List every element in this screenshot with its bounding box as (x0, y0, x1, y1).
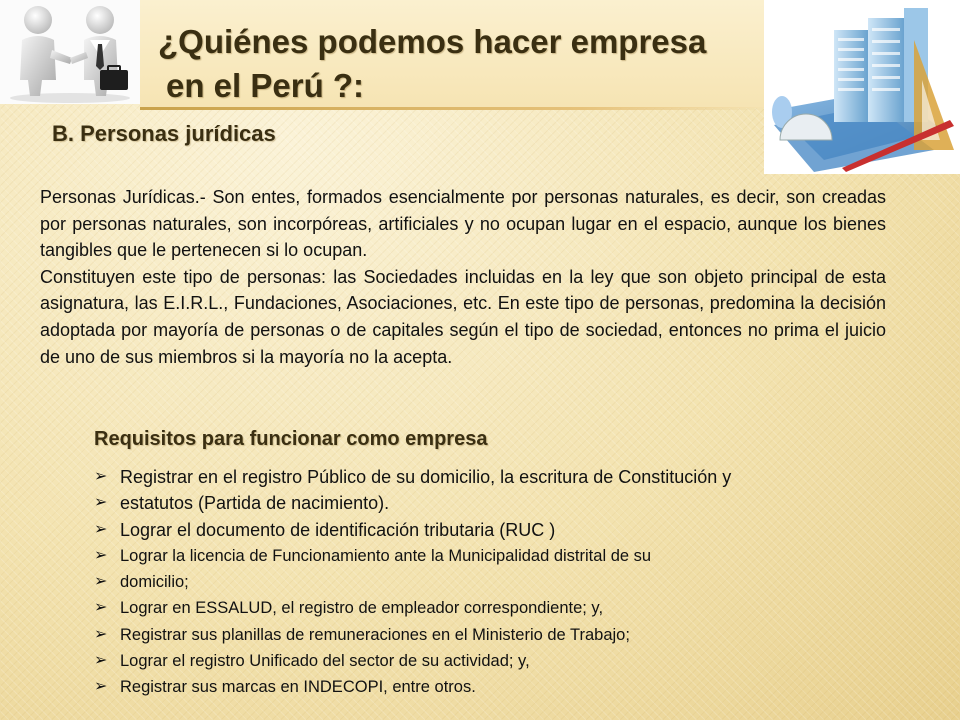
paragraph-constitution: Constituyen este tipo de personas: las Sociedades incluidas en la ley que son objeto principal de esta asignatura, las E.I.R.L., Fundaciones, Asociaciones, etc. En este tipo de personas, predomina la decisión adoptada por mayoría de personas o de capitales según el tipo de sociedad, entonces no prima el juicio de uno de sus miembros si la mayoría no la acepta. (40, 266, 886, 367)
arrow-bullet-icon: ➢ (94, 494, 108, 512)
arrow-bullet-icon: ➢ (94, 599, 108, 617)
arrow-bullet-icon: ➢ (94, 573, 108, 591)
title-line-1: ¿Quiénes podemos hacer empresa (158, 23, 707, 60)
list-item: ➢ Lograr el registro Unificado del sector de su actividad; y, (94, 648, 914, 674)
arrow-bullet-icon: ➢ (94, 652, 108, 670)
arrow-bullet-icon: ➢ (94, 468, 108, 485)
requirements-title: Requisitos para funcionar como empresa (94, 428, 488, 450)
title-line-2: en el Perú ?: (166, 67, 365, 104)
requirements-list (94, 464, 914, 701)
arrow-bullet-icon: ➢ (94, 625, 108, 643)
body-text (40, 184, 886, 370)
list-item: ➢ estatutos (Partida de nacimiento). (94, 490, 914, 516)
list-item: ➢ Lograr la licencia de Funcionamiento ante la Municipalidad distrital de su (94, 543, 914, 569)
arrow-bullet-icon: ➢ (94, 678, 108, 696)
handshake-icon (0, 0, 140, 104)
handshake-illustration (0, 0, 140, 104)
list-item: ➢ Lograr el documento de identificación tributaria (RUC ) (94, 517, 914, 543)
paragraph-definition: Personas Jurídicas.- Son entes, formados esencialmente por personas naturales, es decir, son creadas por personas naturales, son incorpóreas, artificiales y no ocupan lugar en el espacio, aunque los bienes tangibles que le pertenecen si lo ocupan. (40, 187, 886, 261)
arrow-bullet-icon: ➢ (94, 520, 108, 538)
list-item: ➢ Registrar sus planillas de remuneraciones en el Ministerio de Trabajo; (94, 622, 914, 648)
page-title (158, 20, 706, 108)
building-blueprint-icon (764, 0, 960, 174)
list-item: ➢ Registrar sus marcas en INDECOPI, entre otros. (94, 674, 914, 700)
section-subtitle: B. Personas jurídicas (52, 121, 276, 146)
arrow-bullet-icon: ➢ (94, 546, 108, 564)
list-item: ➢ Lograr en ESSALUD, el registro de empleador correspondiente; y, (94, 595, 914, 621)
list-item: ➢ Registrar en el registro Público de su domicilio, la escritura de Constitución y (94, 464, 914, 490)
list-item: ➢ domicilio; (94, 569, 914, 595)
architecture-illustration (764, 0, 960, 174)
